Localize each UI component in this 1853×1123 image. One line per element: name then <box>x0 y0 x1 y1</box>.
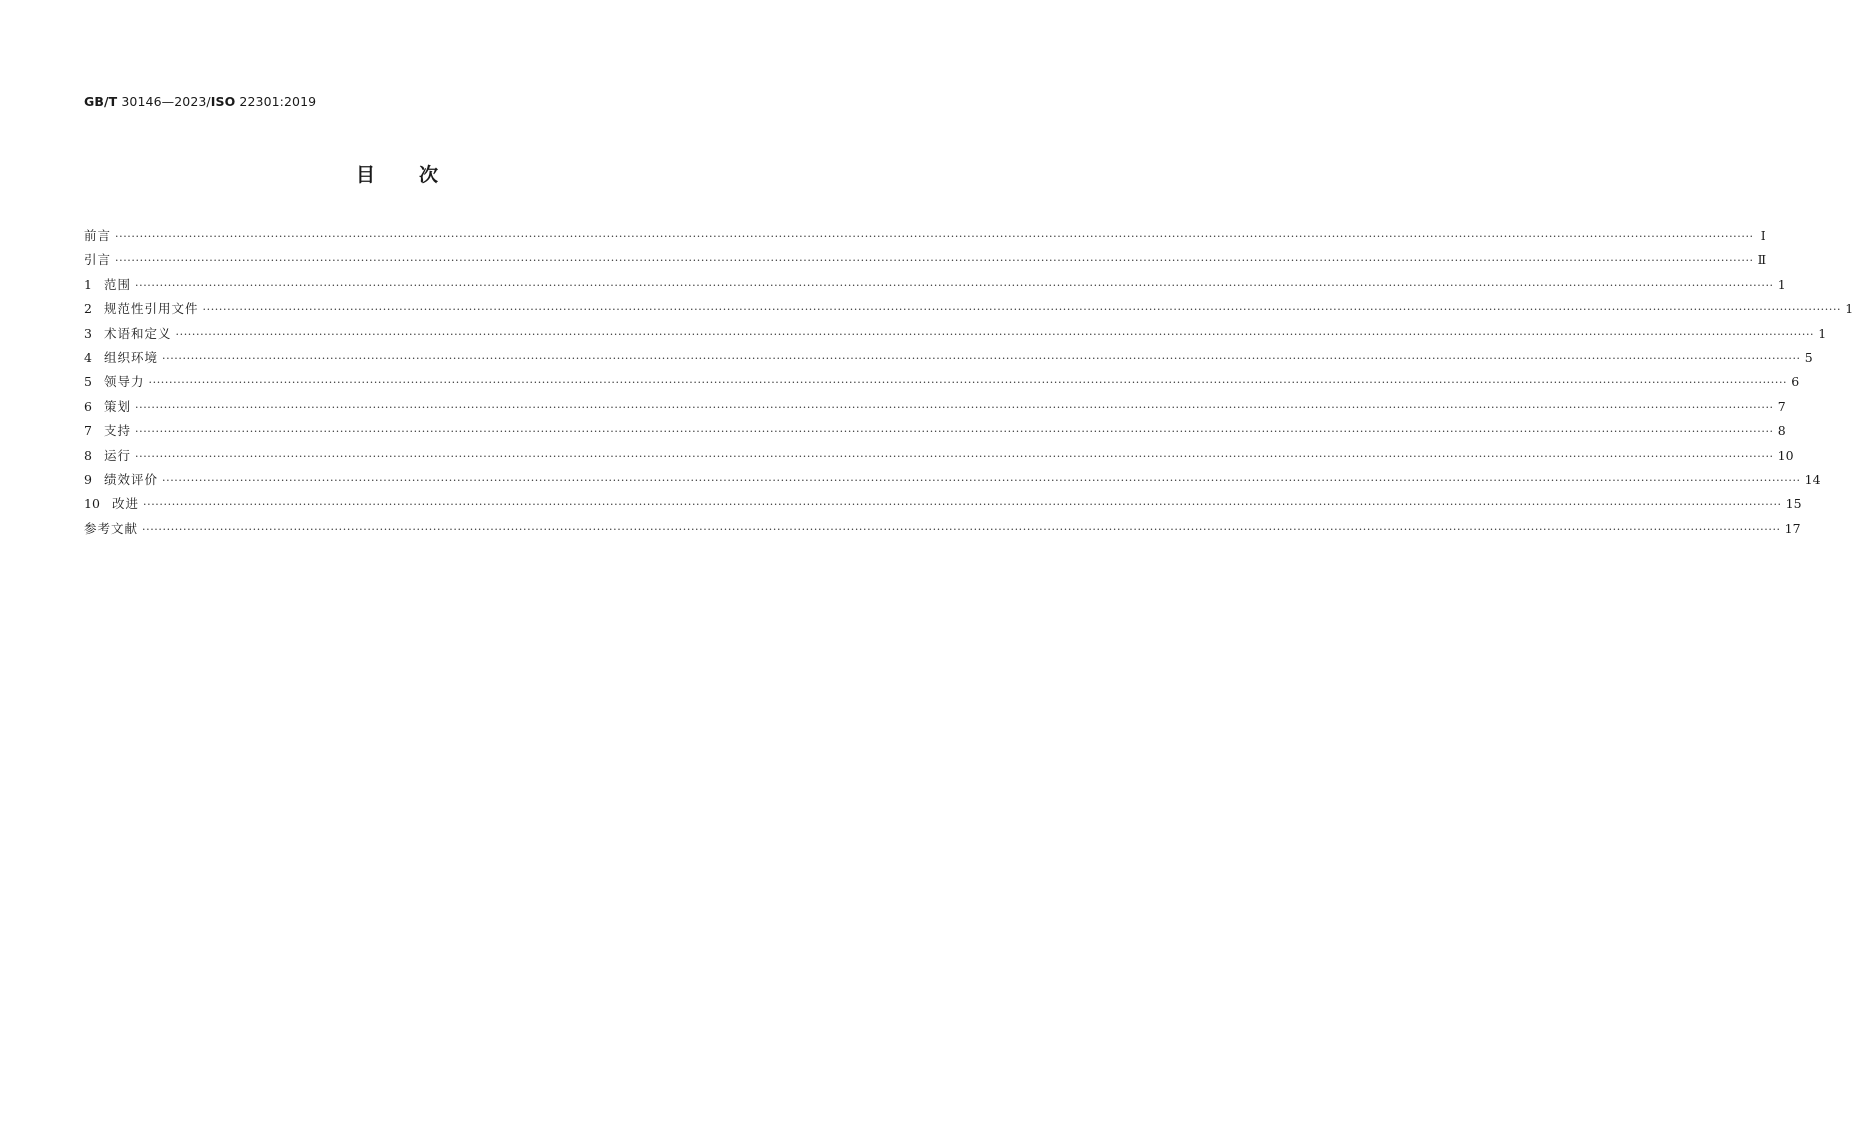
dot-leader: ················································································································································································································································································································································································································ <box>148 376 1788 390</box>
iso-prefix: ISO <box>210 94 236 109</box>
toc-entry[interactable] <box>84 397 1786 421</box>
toc-entry-page: 6 <box>1791 374 1800 390</box>
toc-entry-label: 领导力 <box>104 374 145 390</box>
toc-entry[interactable] <box>84 324 1827 348</box>
dot-leader: ················································································································································································································································································································································································································ <box>115 230 1754 243</box>
dot-leader: ················································································································································································································································································································································································································ <box>162 473 1801 487</box>
toc-entry-page: 10 <box>1777 447 1794 463</box>
toc-entry-label: 运行 <box>104 447 132 463</box>
dot-leader: ················································································································································································································································································································································································································ <box>135 449 1774 463</box>
toc-entry-number: 2 <box>84 301 92 317</box>
toc-entry-label: 支持 <box>104 423 132 439</box>
toc-entry[interactable] <box>84 299 1853 323</box>
toc-entry-page: Ⅱ <box>1757 252 1767 268</box>
toc-entry-number: 6 <box>84 398 92 414</box>
toc-entry[interactable] <box>84 470 1821 494</box>
toc-entry[interactable] <box>84 519 1801 543</box>
toc-entry-number: 5 <box>84 374 92 390</box>
toc-entry-label: 策划 <box>104 398 132 414</box>
toc-entry[interactable] <box>84 348 1813 372</box>
toc-entry-label: 术语和定义 <box>104 325 172 341</box>
iso-number: 22301:2019 <box>239 94 317 109</box>
toc-entry-page: 15 <box>1785 496 1802 512</box>
toc-entry-number: 4 <box>84 349 92 365</box>
toc-entry-number: 9 <box>84 471 92 487</box>
toc-entry-label: 范围 <box>104 276 132 292</box>
toc-entry-label: 引言 <box>84 252 112 268</box>
toc-entry[interactable] <box>84 372 1800 396</box>
toc-entry-label: 规范性引用文件 <box>104 301 199 317</box>
toc-entry-page: 17 <box>1784 520 1801 536</box>
dot-leader: ················································································································································································································································································································································································································ <box>135 425 1774 439</box>
toc-entry-label: 前言 <box>84 228 112 243</box>
toc-entry-label: 组织环境 <box>104 349 159 365</box>
toc-entry-number: 3 <box>84 325 92 341</box>
toc-entry[interactable] <box>84 494 1802 518</box>
toc-entry-number: 1 <box>84 276 92 292</box>
standard-prefix: GB/T <box>84 94 118 109</box>
toc-entry-number: 8 <box>84 447 92 463</box>
toc-entry-page: Ⅰ <box>1760 228 1766 243</box>
toc-entry-label: 参考文献 <box>84 520 139 536</box>
toc-entry-number: 10 <box>84 496 100 512</box>
document-header <box>84 94 316 109</box>
toc-entry[interactable] <box>84 421 1786 445</box>
dot-leader: ················································································································································································································································································································································································································ <box>115 254 1754 268</box>
toc-entry-page: 1 <box>1777 276 1786 292</box>
toc-entry-page: 8 <box>1777 423 1786 439</box>
dot-leader: ················································································································································································································································································································································································································ <box>175 327 1815 341</box>
toc-entry-label: 绩效评价 <box>104 471 159 487</box>
dot-leader: ················································································································································································································································································································································································································ <box>135 400 1774 414</box>
toc-entry-page: 5 <box>1804 349 1813 365</box>
dot-leader: ················································································································································································································································································································································································································ <box>142 522 1781 536</box>
table-of-contents <box>84 226 1853 543</box>
toc-entry-label: 改进 <box>112 496 140 512</box>
toc-entry[interactable] <box>84 226 1766 250</box>
dot-leader: ················································································································································································································································································································································································································ <box>135 278 1774 292</box>
toc-entry-page: 14 <box>1804 471 1821 487</box>
toc-entry[interactable] <box>84 446 1794 470</box>
toc-entry-page: 1 <box>1845 301 1853 317</box>
dot-leader: ················································································································································································································································································································································································································ <box>143 498 1782 512</box>
toc-entry-page: 7 <box>1777 398 1786 414</box>
toc-entry[interactable] <box>84 250 1767 274</box>
dot-leader: ················································································································································································································································································································································································································ <box>202 303 1842 317</box>
page-title: 目次 <box>355 164 482 186</box>
toc-entry-page: 1 <box>1818 325 1827 341</box>
toc-entry[interactable] <box>84 275 1786 299</box>
toc-entry-number: 7 <box>84 423 92 439</box>
dot-leader: ················································································································································································································································································································································································································ <box>162 351 1801 365</box>
standard-number: 30146—2023/ <box>121 94 211 109</box>
